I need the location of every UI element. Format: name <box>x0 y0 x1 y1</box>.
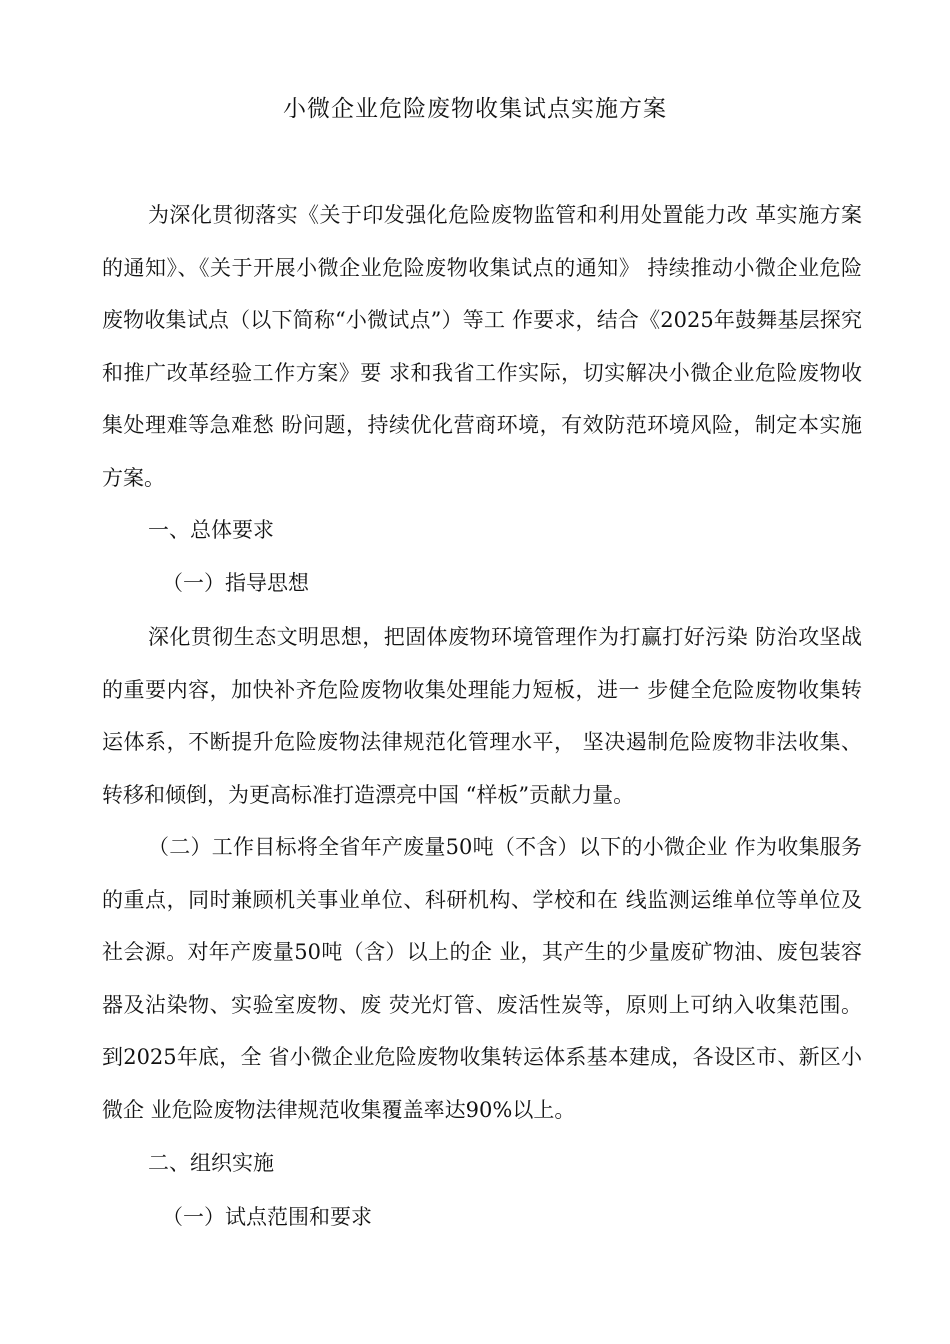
document-title: 小微企业危险废物收集试点实施方案 <box>283 96 667 122</box>
section-2-sub-1-heading: （一）试点范围和要求 <box>162 1205 372 1229</box>
section-1-sub-1-heading: （一）指导思想 <box>162 571 309 595</box>
section-1-heading: 一、总体要求 <box>148 518 274 542</box>
section-2-heading: 二、组织实施 <box>148 1151 274 1175</box>
section-1-sub-1-paragraph: 深化贯彻生态文明思想，把固体废物环境管理作为打赢打好污染 防治攻坚战的重要内容，加快补齐危险废物收集处理能力短板，进一 步健全危险废物收集转运体系，不断提升危险废物法律规范化管理水平， 坚决遏制危险废物非法收集、转移和倾倒，为更高标准打造漂亮中国 “样板”贡献力量。 <box>102 625 862 807</box>
intro-paragraph: 为深化贯彻落实《关于印发强化危险废物监管和利用处置能力改 革实施方案的通知》、《关于开展小微企业危险废物收集试点的通知》 持续推动小微企业危险废物收集试点（以下简称“小微试点”）等工 作要求，结合《2025年鼓舞基层探究和推广改革经验工作方案》要 求和我省工作实际，切实解决小微企业危险废物收集处理难等急难愁 盼问题，持续优化营商环境，有效防范环境风险，制定本实施方案。 <box>102 203 862 490</box>
section-1-sub-2-paragraph: （二）工作目标将全省年产废量50吨（不含）以下的小微企业 作为收集服务的重点，同时兼顾机关事业单位、科研机构、学校和在 线监测运维单位等单位及社会源。对年产废量50吨（含）以上的企 业，其产生的少量废矿物油、废包装容器及沾染物、实验室废物、废 荧光灯管、废活性炭等，原则上可纳入收集范围。到2025年底，全 省小微企业危险废物收集转运体系基本建成，各设区市、新区小微企 业危险废物法律规范收集覆盖率达90%以上。 <box>102 835 862 1122</box>
